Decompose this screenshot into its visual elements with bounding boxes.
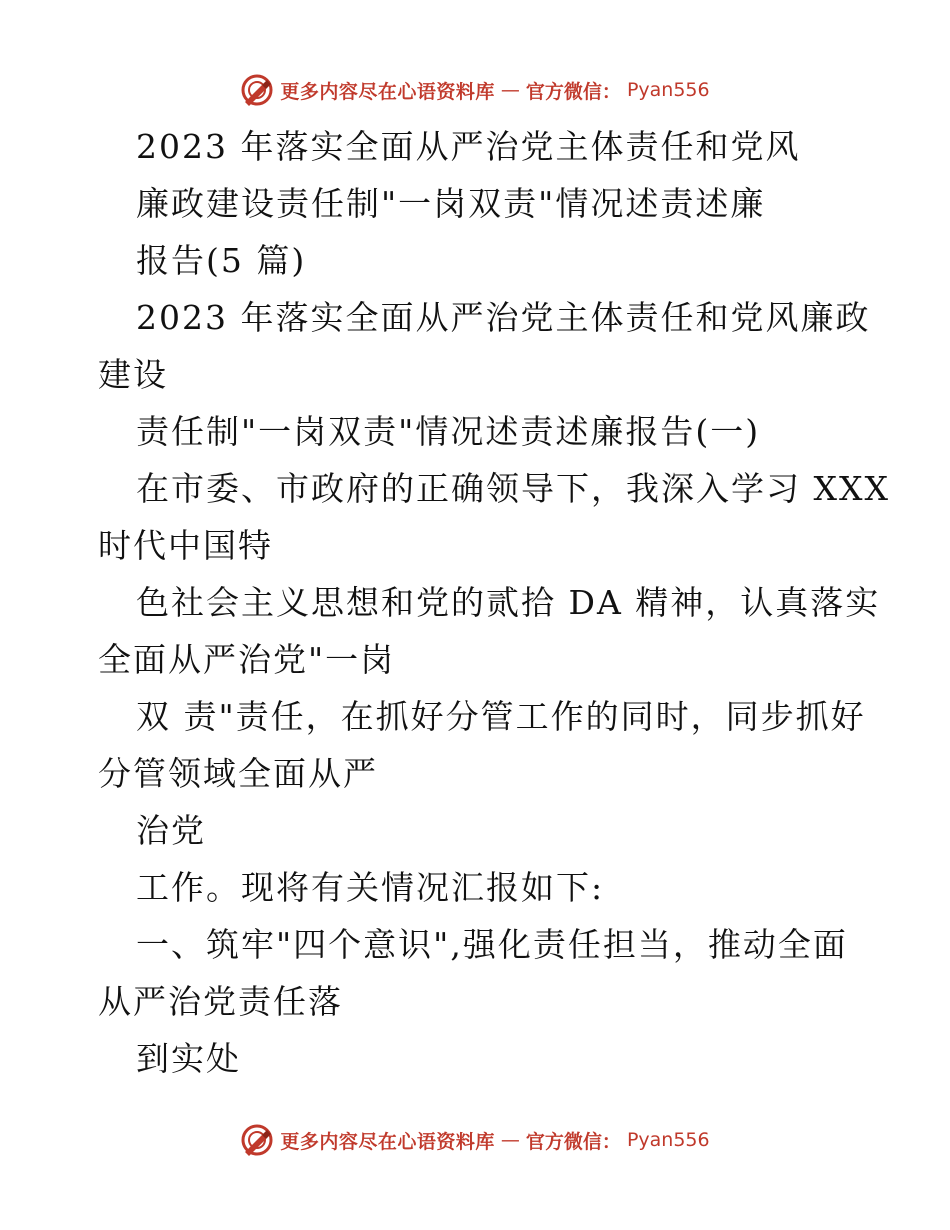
- watermark-id: Pyan556: [626, 1129, 710, 1151]
- header-watermark: [0, 70, 950, 110]
- text-line: 全面从严治党"一岗: [98, 640, 396, 679]
- text-line: 分管领域全面从严: [98, 754, 378, 793]
- text-line: 2023 年落实全面从严治党主体责任和党风廉政: [136, 298, 871, 337]
- watermark-dash: —: [500, 79, 520, 101]
- watermark-dash: —: [500, 1129, 520, 1151]
- watermark-id: Pyan556: [626, 79, 710, 101]
- text-line: 从严治党责任落: [98, 982, 343, 1021]
- pen-logo-icon: [240, 73, 274, 107]
- text-line: 色社会主义思想和党的贰拾 DA 精神，认真落实: [136, 583, 881, 622]
- watermark-text: 更多内容尽在心语资料库: [280, 1130, 495, 1153]
- watermark-text: 更多内容尽在心语资料库: [280, 80, 495, 103]
- watermark-label: 官方微信：: [525, 80, 621, 103]
- text-line: 责任制"一岗双责"情况述责述廉报告(一): [136, 412, 761, 451]
- text-line: 一、筑牢"四个意识",强化责任担当，推动全面: [136, 925, 848, 964]
- text-line: 时代中国特: [98, 526, 273, 565]
- text-line: 廉政建设责任制"一岗双责"情况述责述廉: [136, 184, 766, 223]
- text-line: 到实处: [136, 1039, 241, 1078]
- footer-watermark: [0, 1120, 950, 1160]
- document-body: [98, 118, 890, 1087]
- text-line: 2023 年落实全面从严治党主体责任和党风: [136, 127, 801, 166]
- watermark-label: 官方微信：: [525, 1130, 621, 1153]
- pen-logo-icon: [240, 1123, 274, 1157]
- text-line: 治党: [136, 811, 206, 850]
- text-line: 建设: [98, 355, 168, 394]
- text-line: 报告(5 篇): [136, 241, 307, 280]
- text-line: 双 责"责任，在抓好分管工作的同时，同步抓好: [136, 697, 866, 736]
- text-line: 在市委、市政府的正确领导下，我深入学习 XXX: [136, 469, 890, 508]
- text-line: 工作。现将有关情况汇报如下:: [136, 868, 605, 907]
